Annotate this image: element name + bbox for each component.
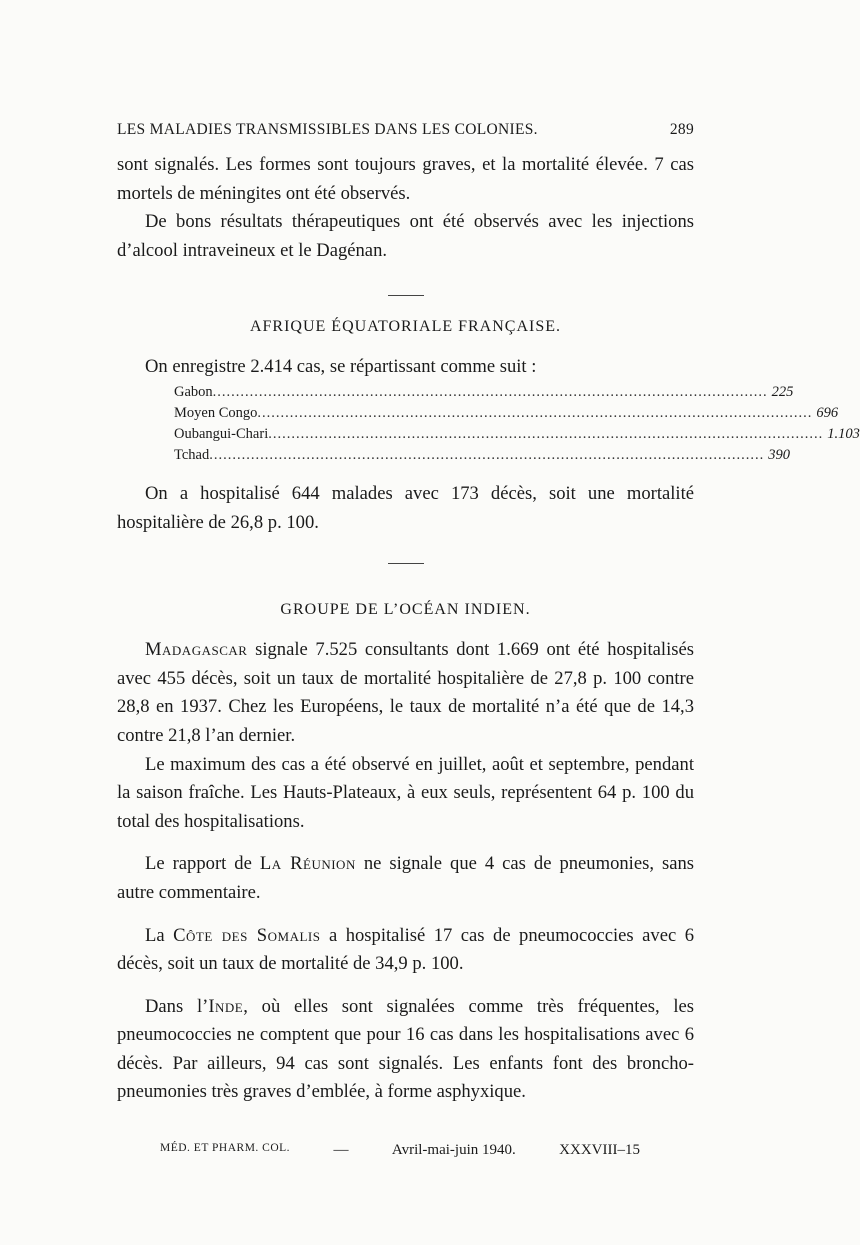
page-body	[117, 118, 860, 1107]
somalis-pre: La	[145, 924, 174, 946]
page-number: 289	[669, 121, 694, 138]
inde-post: , où elles sont signalées comme très fréquentes, les pneumococcies ne comptent que pour 16 cas dans les hospitalisations avec 6 décès. Par ailleurs, 94 cas sont signalés. Les enfants font des broncho-pneumonies très graves d’emblée, à forme asphyxique.	[117, 995, 694, 1103]
somalis-post: a hospitalisé 17 cas de pneumococcies avec 6 décès, soit un taux de mortalité de 34,9 p. 100.	[117, 924, 694, 975]
footer-date: Avril-mai-juin 1940.	[391, 1142, 516, 1158]
list-item-name: Gabon	[174, 383, 213, 400]
leader-dots: ........................................................................................................................	[257, 404, 813, 421]
footer-dash: —	[333, 1142, 349, 1158]
list-item-value: 390	[768, 446, 790, 463]
cases-list	[174, 382, 860, 466]
madagascar-paragraph-2: Le maximum des cas a été observé en juillet, août et septembre, pendant la saison fraîche. Les Hauts-Plateaux, à eux seuls, représentent 64 p. 100 du total des hospitalisations.	[117, 753, 694, 832]
aef-hospital-paragraph: On a hospitalisé 644 malades avec 173 décès, soit une mortalité hospitalière de 26,8 p. 100.	[117, 482, 694, 533]
footer-journal: MÉD. ET PHARM. COL.	[160, 1142, 291, 1154]
reunion-paragraph	[117, 850, 694, 907]
intro-paragraph-2: De bons résultats thérapeutiques ont été observés avec les injections d’alcool intraveineux et le Dagénan.	[117, 211, 694, 261]
list-item	[174, 403, 839, 424]
leader-dots: ........................................................................................................................	[268, 425, 824, 442]
list-item	[174, 424, 860, 445]
page-footer	[160, 1142, 640, 1159]
reunion-post: ne signale que 4 cas de pneumonies, sans autre commentaire.	[117, 853, 694, 903]
list-item-value: 225	[771, 383, 794, 400]
list-item	[174, 445, 790, 466]
inde-name: Inde	[208, 995, 244, 1017]
list-item-name: Oubangui-Chari	[174, 425, 269, 442]
madagascar-paragraph	[117, 636, 694, 750]
reunion-name: La Réunion	[259, 853, 356, 875]
somalis-name: Côte des Somalis	[173, 924, 321, 946]
section-heading-aef: AFRIQUE ÉQUATORIALE FRANÇAISE.	[249, 318, 562, 336]
running-title: LES MALADIES TRANSMISSIBLES DANS LES COLONIES.	[117, 121, 538, 138]
list-item-name: Moyen Congo	[174, 404, 258, 421]
list-item-name: Tchad	[174, 446, 210, 463]
list-item-value: 1.103	[827, 425, 860, 442]
section-heading-indien: GROUPE DE L’OCÉAN INDIEN.	[280, 601, 531, 619]
footer-signature: XXXVIII–15	[559, 1142, 640, 1158]
inde-paragraph	[117, 993, 694, 1107]
running-head	[117, 118, 694, 142]
section-divider	[388, 563, 424, 564]
list-item-value: 696	[816, 404, 839, 421]
reunion-pre: Le rapport de	[145, 853, 260, 875]
leader-dots: ........................................................................................................................	[209, 446, 765, 463]
list-item	[174, 382, 794, 403]
madagascar-name: Madagascar	[145, 639, 248, 661]
intro-paragraph-1: sont signalés. Les formes sont toujours graves, et la mortalité élevée. 7 cas mortels de méningites ont été observés.	[117, 154, 694, 204]
leader-dots: ........................................................................................................................	[212, 383, 768, 400]
madagascar-text: signale 7.525 consultants dont 1.669 ont été hospitalisés avec 455 décès, soit un taux de mortalité hospitalière de 27,8 p. 100 contre 28,8 en 1937. Chez les Européens, le taux de mortalité n’a été que de 14,3 contre 21,8 l’an dernier.	[117, 639, 694, 746]
section-divider	[388, 295, 424, 296]
aef-lead: On enregistre 2.414 cas, se répartissant comme suit :	[145, 356, 537, 378]
somalis-paragraph	[117, 922, 694, 979]
inde-pre: Dans l’	[145, 995, 209, 1017]
